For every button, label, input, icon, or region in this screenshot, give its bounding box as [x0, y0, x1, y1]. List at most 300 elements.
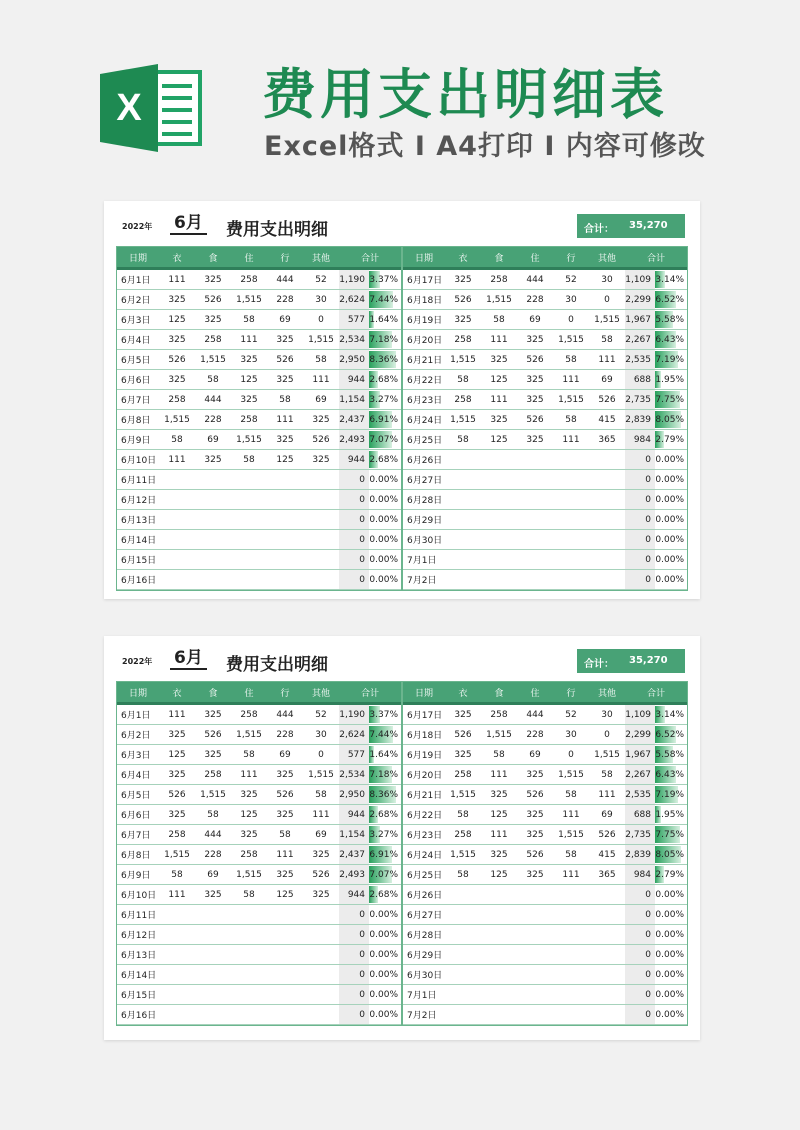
amount-cell[interactable]: 58: [445, 865, 481, 885]
amount-cell[interactable]: 526: [195, 290, 231, 310]
amount-cell[interactable]: 258: [159, 390, 195, 410]
amount-cell[interactable]: 111: [553, 370, 589, 390]
amount-cell[interactable]: [445, 470, 481, 490]
row-total-cell[interactable]: 2,493: [339, 865, 369, 885]
row-total-cell[interactable]: 0: [339, 470, 369, 490]
percent-cell[interactable]: [369, 430, 401, 450]
date-cell[interactable]: 6月5日: [117, 350, 159, 370]
row-total-cell[interactable]: 0: [625, 1005, 655, 1025]
percent-cell[interactable]: [655, 450, 687, 470]
row-total-cell[interactable]: 577: [339, 745, 369, 765]
amount-cell[interactable]: 228: [195, 410, 231, 430]
percent-cell[interactable]: [369, 350, 401, 370]
date-cell[interactable]: 6月29日: [403, 510, 445, 530]
percent-cell[interactable]: [655, 725, 687, 745]
amount-cell[interactable]: 111: [481, 330, 517, 350]
amount-cell[interactable]: [445, 550, 481, 570]
amount-cell[interactable]: 325: [195, 269, 231, 290]
amount-cell[interactable]: [481, 905, 517, 925]
row-total-cell[interactable]: 2,735: [625, 825, 655, 845]
amount-cell[interactable]: 325: [195, 885, 231, 905]
row-total-cell[interactable]: 984: [625, 430, 655, 450]
amount-cell[interactable]: 52: [553, 269, 589, 290]
amount-cell[interactable]: 58: [195, 370, 231, 390]
amount-cell[interactable]: [231, 925, 267, 945]
row-total-cell[interactable]: 1,109: [625, 269, 655, 290]
date-cell[interactable]: 6月7日: [117, 390, 159, 410]
amount-cell[interactable]: [553, 945, 589, 965]
date-cell[interactable]: 6月1日: [117, 269, 159, 290]
amount-cell[interactable]: 228: [195, 845, 231, 865]
row-total-cell[interactable]: 0: [625, 985, 655, 1005]
percent-cell[interactable]: [369, 845, 401, 865]
percent-cell[interactable]: [369, 370, 401, 390]
amount-cell[interactable]: 58: [303, 350, 339, 370]
amount-cell[interactable]: 526: [445, 725, 481, 745]
row-total-cell[interactable]: 2,437: [339, 845, 369, 865]
amount-cell[interactable]: [553, 490, 589, 510]
row-total-cell[interactable]: 2,299: [625, 725, 655, 745]
row-total-cell[interactable]: 0: [339, 905, 369, 925]
amount-cell[interactable]: 69: [195, 430, 231, 450]
amount-cell[interactable]: 325: [267, 370, 303, 390]
amount-cell[interactable]: 325: [159, 370, 195, 390]
date-cell[interactable]: 6月12日: [117, 925, 159, 945]
amount-cell[interactable]: 526: [517, 785, 553, 805]
amount-cell[interactable]: [589, 530, 625, 550]
row-total-cell[interactable]: 2,493: [339, 430, 369, 450]
percent-cell[interactable]: [655, 330, 687, 350]
percent-cell[interactable]: [369, 510, 401, 530]
amount-cell[interactable]: 1,515: [481, 290, 517, 310]
amount-cell[interactable]: 258: [481, 704, 517, 725]
amount-cell[interactable]: [445, 925, 481, 945]
amount-cell[interactable]: 69: [589, 370, 625, 390]
row-total-cell[interactable]: 0: [339, 550, 369, 570]
amount-cell[interactable]: [481, 510, 517, 530]
amount-cell[interactable]: [481, 1005, 517, 1025]
date-cell[interactable]: 6月26日: [403, 885, 445, 905]
amount-cell[interactable]: [517, 925, 553, 945]
amount-cell[interactable]: 444: [195, 825, 231, 845]
amount-cell[interactable]: [553, 965, 589, 985]
amount-cell[interactable]: 30: [303, 290, 339, 310]
row-total-cell[interactable]: 0: [339, 985, 369, 1005]
amount-cell[interactable]: 1,515: [231, 290, 267, 310]
amount-cell[interactable]: 526: [159, 350, 195, 370]
amount-cell[interactable]: [195, 985, 231, 1005]
amount-cell[interactable]: 58: [267, 825, 303, 845]
amount-cell[interactable]: 258: [159, 825, 195, 845]
percent-cell[interactable]: [655, 785, 687, 805]
amount-cell[interactable]: [481, 490, 517, 510]
amount-cell[interactable]: 1,515: [553, 390, 589, 410]
amount-cell[interactable]: 258: [445, 390, 481, 410]
amount-cell[interactable]: 52: [303, 269, 339, 290]
amount-cell[interactable]: [195, 510, 231, 530]
amount-cell[interactable]: [303, 490, 339, 510]
amount-cell[interactable]: 444: [267, 704, 303, 725]
date-cell[interactable]: 6月22日: [403, 805, 445, 825]
amount-cell[interactable]: 325: [231, 825, 267, 845]
amount-cell[interactable]: [303, 470, 339, 490]
percent-cell[interactable]: [369, 290, 401, 310]
amount-cell[interactable]: 325: [517, 370, 553, 390]
amount-cell[interactable]: [303, 1005, 339, 1025]
amount-cell[interactable]: 325: [517, 825, 553, 845]
amount-cell[interactable]: 111: [231, 330, 267, 350]
amount-cell[interactable]: 526: [267, 785, 303, 805]
amount-cell[interactable]: [481, 885, 517, 905]
amount-cell[interactable]: 1,515: [481, 725, 517, 745]
amount-cell[interactable]: [303, 985, 339, 1005]
row-total-cell[interactable]: 0: [339, 490, 369, 510]
row-total-cell[interactable]: 1,109: [625, 704, 655, 725]
amount-cell[interactable]: [553, 550, 589, 570]
percent-cell[interactable]: [655, 825, 687, 845]
amount-cell[interactable]: 125: [481, 430, 517, 450]
percent-cell[interactable]: [655, 965, 687, 985]
amount-cell[interactable]: [267, 945, 303, 965]
amount-cell[interactable]: [517, 905, 553, 925]
amount-cell[interactable]: 58: [231, 310, 267, 330]
percent-cell[interactable]: [369, 765, 401, 785]
amount-cell[interactable]: [159, 490, 195, 510]
amount-cell[interactable]: 325: [303, 450, 339, 470]
row-total-cell[interactable]: 0: [625, 510, 655, 530]
amount-cell[interactable]: 125: [481, 865, 517, 885]
amount-cell[interactable]: [159, 530, 195, 550]
percent-cell[interactable]: [369, 490, 401, 510]
percent-cell[interactable]: [655, 865, 687, 885]
date-cell[interactable]: 6月2日: [117, 290, 159, 310]
amount-cell[interactable]: 58: [481, 745, 517, 765]
amount-cell[interactable]: 125: [159, 745, 195, 765]
amount-cell[interactable]: [267, 530, 303, 550]
amount-cell[interactable]: 325: [267, 330, 303, 350]
amount-cell[interactable]: [231, 490, 267, 510]
amount-cell[interactable]: [195, 470, 231, 490]
row-total-cell[interactable]: 0: [625, 965, 655, 985]
amount-cell[interactable]: [303, 945, 339, 965]
date-cell[interactable]: 6月15日: [117, 985, 159, 1005]
percent-cell[interactable]: [369, 725, 401, 745]
percent-cell[interactable]: [369, 865, 401, 885]
date-cell[interactable]: 6月7日: [117, 825, 159, 845]
amount-cell[interactable]: 258: [481, 269, 517, 290]
row-total-cell[interactable]: 0: [339, 530, 369, 550]
amount-cell[interactable]: [553, 925, 589, 945]
amount-cell[interactable]: [445, 965, 481, 985]
amount-cell[interactable]: 526: [517, 350, 553, 370]
date-cell[interactable]: 6月26日: [403, 450, 445, 470]
amount-cell[interactable]: 58: [553, 785, 589, 805]
amount-cell[interactable]: 325: [445, 269, 481, 290]
date-cell[interactable]: 6月14日: [117, 965, 159, 985]
date-cell[interactable]: 6月30日: [403, 530, 445, 550]
percent-cell[interactable]: [369, 310, 401, 330]
amount-cell[interactable]: 30: [553, 290, 589, 310]
percent-cell[interactable]: [369, 1005, 401, 1025]
amount-cell[interactable]: [553, 530, 589, 550]
amount-cell[interactable]: [195, 490, 231, 510]
date-cell[interactable]: 6月10日: [117, 450, 159, 470]
amount-cell[interactable]: 30: [553, 725, 589, 745]
amount-cell[interactable]: [589, 1005, 625, 1025]
row-total-cell[interactable]: 1,154: [339, 390, 369, 410]
amount-cell[interactable]: 325: [159, 725, 195, 745]
amount-cell[interactable]: 125: [267, 885, 303, 905]
amount-cell[interactable]: [553, 885, 589, 905]
row-total-cell[interactable]: 0: [625, 925, 655, 945]
row-total-cell[interactable]: 688: [625, 370, 655, 390]
amount-cell[interactable]: [231, 965, 267, 985]
percent-cell[interactable]: [369, 450, 401, 470]
amount-cell[interactable]: 325: [517, 765, 553, 785]
row-total-cell[interactable]: 944: [339, 450, 369, 470]
amount-cell[interactable]: [231, 550, 267, 570]
percent-cell[interactable]: [655, 704, 687, 725]
percent-cell[interactable]: [369, 470, 401, 490]
date-cell[interactable]: 6月30日: [403, 965, 445, 985]
amount-cell[interactable]: [589, 945, 625, 965]
amount-cell[interactable]: 526: [589, 390, 625, 410]
amount-cell[interactable]: [517, 965, 553, 985]
amount-cell[interactable]: [589, 905, 625, 925]
amount-cell[interactable]: 69: [267, 310, 303, 330]
amount-cell[interactable]: [517, 490, 553, 510]
amount-cell[interactable]: 365: [589, 430, 625, 450]
date-cell[interactable]: 6月20日: [403, 330, 445, 350]
amount-cell[interactable]: 325: [159, 765, 195, 785]
row-total-cell[interactable]: 0: [625, 945, 655, 965]
row-total-cell[interactable]: 2,950: [339, 350, 369, 370]
row-total-cell[interactable]: 0: [625, 450, 655, 470]
amount-cell[interactable]: 0: [553, 310, 589, 330]
amount-cell[interactable]: 526: [195, 725, 231, 745]
amount-cell[interactable]: [589, 490, 625, 510]
amount-cell[interactable]: 365: [589, 865, 625, 885]
percent-cell[interactable]: [369, 550, 401, 570]
amount-cell[interactable]: 325: [481, 845, 517, 865]
amount-cell[interactable]: [159, 985, 195, 1005]
amount-cell[interactable]: 58: [303, 785, 339, 805]
row-total-cell[interactable]: 1,154: [339, 825, 369, 845]
amount-cell[interactable]: [303, 510, 339, 530]
amount-cell[interactable]: [445, 490, 481, 510]
amount-cell[interactable]: 0: [589, 725, 625, 745]
percent-cell[interactable]: [369, 965, 401, 985]
amount-cell[interactable]: 325: [267, 865, 303, 885]
amount-cell[interactable]: [553, 905, 589, 925]
row-total-cell[interactable]: 0: [339, 925, 369, 945]
amount-cell[interactable]: 325: [517, 330, 553, 350]
amount-cell[interactable]: 58: [159, 430, 195, 450]
amount-cell[interactable]: 325: [481, 350, 517, 370]
row-total-cell[interactable]: 1,190: [339, 269, 369, 290]
amount-cell[interactable]: [195, 925, 231, 945]
percent-cell[interactable]: [655, 510, 687, 530]
date-cell[interactable]: 6月9日: [117, 865, 159, 885]
amount-cell[interactable]: [231, 470, 267, 490]
percent-cell[interactable]: [369, 905, 401, 925]
amount-cell[interactable]: 228: [267, 290, 303, 310]
date-cell[interactable]: 6月4日: [117, 765, 159, 785]
date-cell[interactable]: 6月15日: [117, 550, 159, 570]
amount-cell[interactable]: 52: [553, 704, 589, 725]
amount-cell[interactable]: [195, 945, 231, 965]
amount-cell[interactable]: 111: [553, 805, 589, 825]
amount-cell[interactable]: 1,515: [553, 330, 589, 350]
percent-cell[interactable]: [655, 925, 687, 945]
amount-cell[interactable]: 258: [195, 765, 231, 785]
amount-cell[interactable]: 325: [517, 865, 553, 885]
percent-cell[interactable]: [655, 269, 687, 290]
date-cell[interactable]: 6月27日: [403, 470, 445, 490]
percent-cell[interactable]: [369, 805, 401, 825]
percent-cell[interactable]: [369, 785, 401, 805]
date-cell[interactable]: 7月1日: [403, 985, 445, 1005]
amount-cell[interactable]: [195, 550, 231, 570]
amount-cell[interactable]: [159, 570, 195, 590]
date-cell[interactable]: 6月28日: [403, 490, 445, 510]
amount-cell[interactable]: 58: [159, 865, 195, 885]
amount-cell[interactable]: [517, 450, 553, 470]
amount-cell[interactable]: 1,515: [589, 745, 625, 765]
amount-cell[interactable]: 325: [303, 410, 339, 430]
amount-cell[interactable]: 325: [445, 704, 481, 725]
amount-cell[interactable]: 125: [267, 450, 303, 470]
amount-cell[interactable]: 325: [231, 390, 267, 410]
amount-cell[interactable]: 325: [159, 330, 195, 350]
row-total-cell[interactable]: 944: [339, 805, 369, 825]
amount-cell[interactable]: [445, 450, 481, 470]
amount-cell[interactable]: 228: [517, 290, 553, 310]
amount-cell[interactable]: 111: [267, 845, 303, 865]
amount-cell[interactable]: [159, 550, 195, 570]
amount-cell[interactable]: [517, 570, 553, 590]
date-cell[interactable]: 6月12日: [117, 490, 159, 510]
amount-cell[interactable]: 526: [267, 350, 303, 370]
date-cell[interactable]: 6月9日: [117, 430, 159, 450]
amount-cell[interactable]: 526: [517, 410, 553, 430]
row-total-cell[interactable]: 0: [625, 570, 655, 590]
amount-cell[interactable]: [445, 985, 481, 1005]
row-total-cell[interactable]: 1,190: [339, 704, 369, 725]
percent-cell[interactable]: [369, 825, 401, 845]
date-cell[interactable]: 6月16日: [117, 1005, 159, 1025]
amount-cell[interactable]: 30: [589, 704, 625, 725]
amount-cell[interactable]: 325: [267, 765, 303, 785]
amount-cell[interactable]: 325: [231, 785, 267, 805]
amount-cell[interactable]: 1,515: [445, 845, 481, 865]
percent-cell[interactable]: [655, 550, 687, 570]
amount-cell[interactable]: [517, 470, 553, 490]
amount-cell[interactable]: 325: [231, 350, 267, 370]
amount-cell[interactable]: 325: [267, 430, 303, 450]
amount-cell[interactable]: 52: [303, 704, 339, 725]
amount-cell[interactable]: 58: [231, 745, 267, 765]
percent-cell[interactable]: [369, 704, 401, 725]
amount-cell[interactable]: 111: [481, 390, 517, 410]
amount-cell[interactable]: [589, 550, 625, 570]
percent-cell[interactable]: [655, 290, 687, 310]
row-total-cell[interactable]: 2,535: [625, 350, 655, 370]
amount-cell[interactable]: [195, 530, 231, 550]
row-total-cell[interactable]: 2,950: [339, 785, 369, 805]
row-total-cell[interactable]: 0: [339, 945, 369, 965]
amount-cell[interactable]: [445, 945, 481, 965]
amount-cell[interactable]: [445, 530, 481, 550]
percent-cell[interactable]: [655, 765, 687, 785]
row-total-cell[interactable]: 2,299: [625, 290, 655, 310]
percent-cell[interactable]: [655, 370, 687, 390]
amount-cell[interactable]: 258: [231, 269, 267, 290]
amount-cell[interactable]: 444: [517, 704, 553, 725]
date-cell[interactable]: 6月13日: [117, 510, 159, 530]
row-total-cell[interactable]: 2,624: [339, 290, 369, 310]
date-cell[interactable]: 6月28日: [403, 925, 445, 945]
amount-cell[interactable]: 1,515: [195, 785, 231, 805]
percent-cell[interactable]: [369, 570, 401, 590]
amount-cell[interactable]: [159, 945, 195, 965]
amount-cell[interactable]: 325: [303, 845, 339, 865]
row-total-cell[interactable]: 0: [625, 530, 655, 550]
row-total-cell[interactable]: 2,839: [625, 845, 655, 865]
amount-cell[interactable]: [303, 905, 339, 925]
amount-cell[interactable]: 58: [481, 310, 517, 330]
date-cell[interactable]: 6月6日: [117, 805, 159, 825]
amount-cell[interactable]: [481, 530, 517, 550]
amount-cell[interactable]: [303, 925, 339, 945]
amount-cell[interactable]: [481, 985, 517, 1005]
amount-cell[interactable]: 258: [231, 410, 267, 430]
percent-cell[interactable]: [369, 885, 401, 905]
amount-cell[interactable]: 258: [445, 765, 481, 785]
percent-cell[interactable]: [369, 410, 401, 430]
amount-cell[interactable]: [517, 1005, 553, 1025]
amount-cell[interactable]: 325: [195, 310, 231, 330]
row-total-cell[interactable]: 0: [339, 570, 369, 590]
percent-cell[interactable]: [369, 530, 401, 550]
amount-cell[interactable]: [481, 965, 517, 985]
amount-cell[interactable]: [517, 510, 553, 530]
amount-cell[interactable]: [267, 490, 303, 510]
row-total-cell[interactable]: 0: [339, 965, 369, 985]
amount-cell[interactable]: 325: [517, 390, 553, 410]
amount-cell[interactable]: 228: [517, 725, 553, 745]
percent-cell[interactable]: [655, 310, 687, 330]
amount-cell[interactable]: [195, 570, 231, 590]
amount-cell[interactable]: [517, 550, 553, 570]
amount-cell[interactable]: [267, 570, 303, 590]
row-total-cell[interactable]: 0: [339, 1005, 369, 1025]
amount-cell[interactable]: [195, 1005, 231, 1025]
amount-cell[interactable]: 30: [303, 725, 339, 745]
amount-cell[interactable]: [159, 905, 195, 925]
amount-cell[interactable]: [267, 925, 303, 945]
amount-cell[interactable]: [589, 885, 625, 905]
amount-cell[interactable]: 125: [159, 310, 195, 330]
row-total-cell[interactable]: 2,267: [625, 330, 655, 350]
percent-cell[interactable]: [655, 490, 687, 510]
row-total-cell[interactable]: 1,967: [625, 310, 655, 330]
amount-cell[interactable]: 69: [303, 825, 339, 845]
percent-cell[interactable]: [369, 945, 401, 965]
amount-cell[interactable]: [303, 570, 339, 590]
date-cell[interactable]: 6月2日: [117, 725, 159, 745]
amount-cell[interactable]: 1,515: [553, 765, 589, 785]
